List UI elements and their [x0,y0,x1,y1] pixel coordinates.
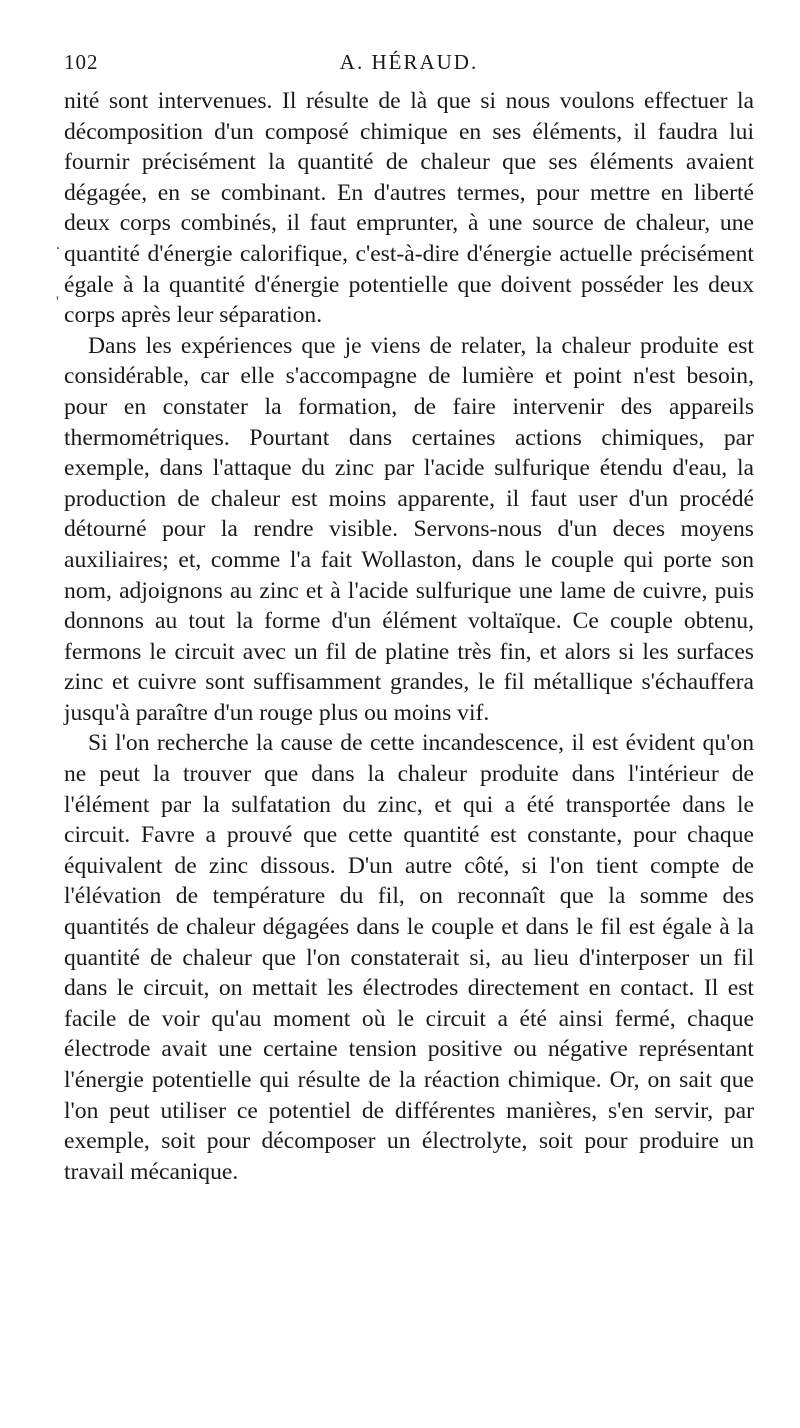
paragraph: Dans les expériences que je viens de relater, la chaleur produite est considérable, car elle s'accompagne de lumière et point n'est besoin, pour en constater la formation, de faire intervenir des appareils thermométriques. Pourtant dans certaines actions chimiques, par exemple, dans l'attaque du zinc par l'acide sulfurique étendu d'eau, la production de chaleur est moins apparente, il faut user d'un procédé détourné pour la rendre visible. Servons-nous d'un deces moyens auxiliaires; et, comme l'a fait Wollaston, dans le couple qui porte son nom, adjoignons au zinc et à l'acide sulfurique une lame de cuivre, puis donnons au tout la forme d'un élément voltaïque. Ce couple obtenu, fermons le circuit avec un fil de platine très fin, et alors si les surfaces zinc et cuivre sont suffisamment grandes, le fil métallique s'échauffera jusqu'à paraître d'un rouge plus ou moins vif. [64,332,754,726]
running-title: A. HÉRAUD. [339,50,479,74]
running-head [64,50,754,80]
paragraph: nité sont intervenues. Il résulte de là que si nous voulons effectuer la décomposition d'un composé chimique en ses éléments, il faudra lui fournir précisément la quantité de chaleur que ses éléments avaient dégagée, en se combinant. En d'autres termes, pour mettre en liberté deux corps combinés, il faut emprunter, à une source de chaleur, une quantité d'énergie calorifique, c'est-à-dire d'énergie actuelle précisément égale à la quantité d'énergie potentielle que doivent posséder les deux corps après leur séparation. [64,88,754,329]
body-text [64,86,754,1187]
page-number: 102 [64,50,99,74]
paragraph: Si l'on recherche la cause de cette incandescence, il est évident qu'on ne peut la trouver que dans la chaleur produite dans l'intérieur de l'élément par la sulfatation du zinc, et qui a été transportée dans le circuit. Favre a prouvé que cette quantité est constante, pour chaque équivalent de zinc dissous. D'un autre côté, si l'on tient compte de l'élévation de température du fil, on reconnaît que la somme des quantités de chaleur dégagées dans le couple et dans le fil est égale à la quantité de chaleur que l'on constaterait si, au lieu d'interposer un fil dans le circuit, on mettait les électrodes directement en contact. Il est facile de voir qu'au moment où le circuit a été ainsi fermé, chaque électrode avait une certaine tension positive ou négative représentant l'énergie potentielle qui résulte de la réaction chimique. Or, on sait que l'on peut utiliser ce potentiel de différentes manières, s'en servir, par exemple, soit pour décomposer un électrolyte, soit pour produire un travail mécanique. [64,730,754,1185]
margin-mark: . [56,236,60,253]
margin-mark: ' [56,294,59,311]
